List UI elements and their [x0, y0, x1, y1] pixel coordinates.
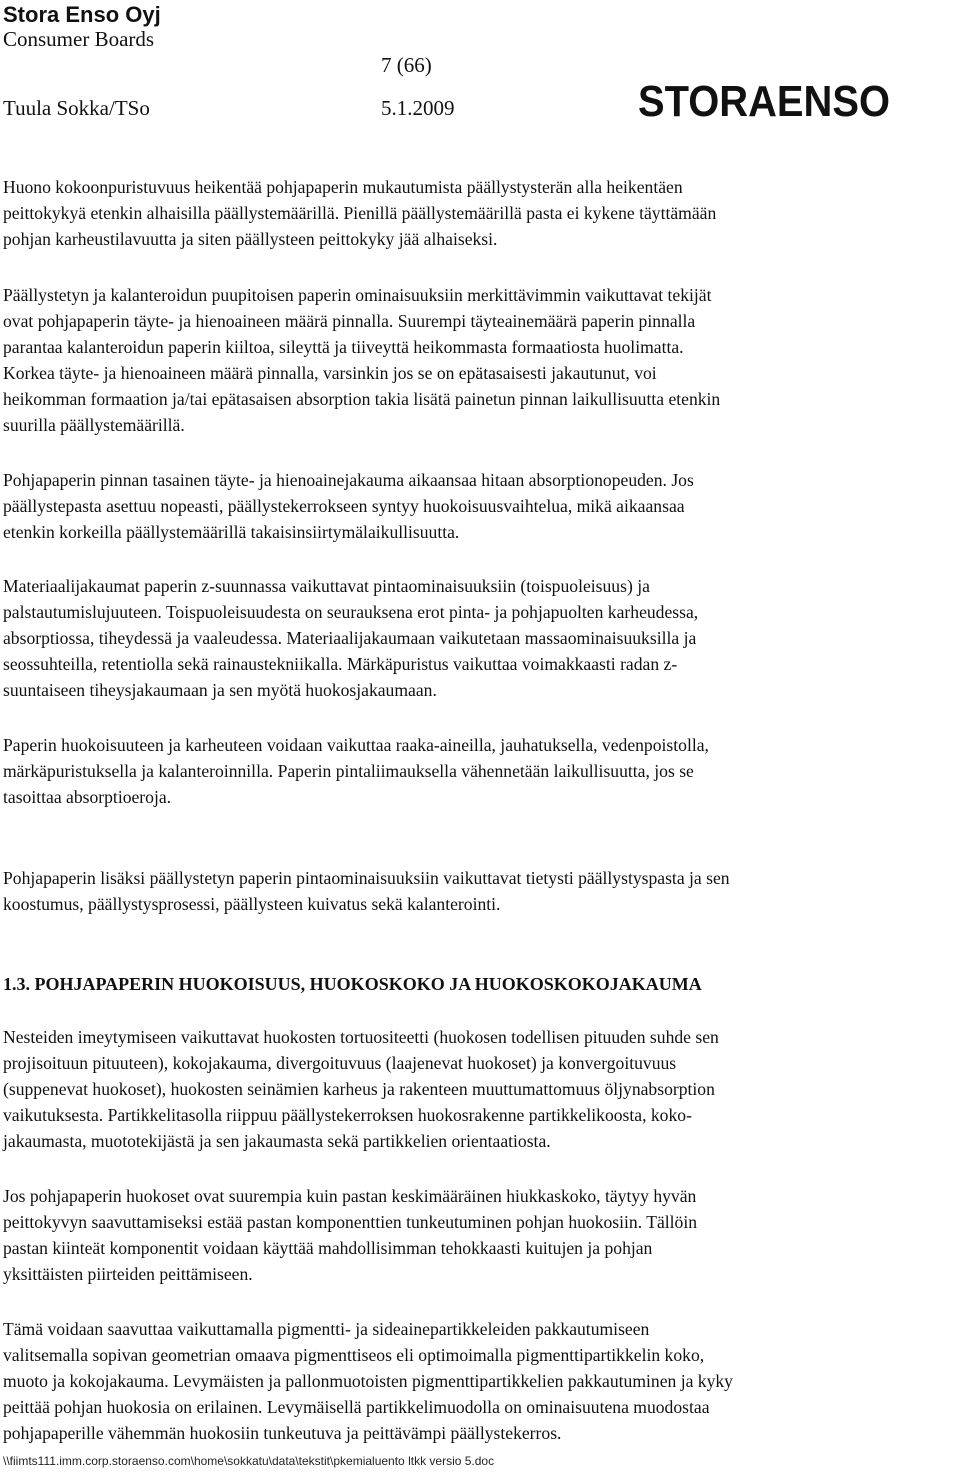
line: Korkea täyte- ja hienoaineen määrä pinnalla, varsinkin jos se on epätasaisesti jakautunut, voi	[3, 363, 657, 383]
svg-text:STORAENSO: STORAENSO	[638, 77, 890, 126]
line: projisoituun pituuteen), kokojakauma, divergoituvuus (laajenevat huokoset) ja konvergoituvuus	[3, 1053, 677, 1073]
line: peittokykyä etenkin alhaisilla päällystemäärillä. Pienillä päällystemäärillä pasta ei kykene täyttämään	[3, 203, 717, 223]
line: seossuhteilla, retentiolla sekä rainaustekniikalla. Märkäpuristus vaikuttaa voimakkaasti radan z-	[3, 654, 678, 674]
line: Päällystetyn ja kalanteroidun puupitoisen paperin ominaisuuksiin merkittävimmin vaikuttavat tekijät	[3, 285, 712, 305]
paragraph-6	[3, 865, 958, 917]
line: Paperin huokoisuuteen ja karheuteen voidaan vaikuttaa raaka-aineilla, jauhatuksella, vedenpoistolla,	[3, 735, 709, 755]
line: vaikutuksesta. Partikkelitasolla riippuu päällystekerroksen huokosrakenne partikkelikoosta, koko-	[3, 1105, 692, 1125]
line: yksittäisten piirteiden peittämiseen.	[3, 1264, 253, 1284]
paragraph-3	[3, 467, 958, 545]
line: ovat pohjapaperin täyte- ja hienoaineen määrä pinnalla. Suurempi täyteainemäärä paperin pinnalla	[3, 311, 696, 331]
paragraph-1	[3, 174, 958, 252]
line: Nesteiden imeytymiseen vaikuttavat huokosten tortuositeetti (huokosen todellisen pituuden suhde sen	[3, 1027, 719, 1047]
division-name: Consumer Boards	[3, 27, 155, 51]
line: Pohjapaperin pinnan tasainen täyte- ja hienoainejakauma aikaansaa hitaan absorptionopeuden. Jos	[3, 470, 694, 490]
line: Materiaalijakaumat paperin z-suunnassa vaikuttavat pintaominaisuuksiin (toispuoleisuus) ja	[3, 576, 650, 596]
line: pohjapaperille vähemmän huokosiin tunkeutuva ja peittävämpi päällystekerros.	[3, 1423, 562, 1443]
page-number: 7 (66)	[381, 53, 432, 77]
footer-file-path: \\fiimts111.imm.corp.storaenso.com\home\sokkatu\data\tekstit\pkemialuento ltkk versio 5.doc	[3, 1454, 495, 1468]
line: koostumus, päällystysprosessi, päällysteen kuivatus sekä kalanterointi.	[3, 894, 501, 914]
line: tasoittaa absorptioeroja.	[3, 787, 172, 807]
document-date: 5.1.2009	[381, 96, 455, 120]
paragraph-8	[3, 1183, 958, 1287]
section-heading: 1.3. POHJAPAPERIN HUOKOISUUS, HUOKOSKOKO JA HUOKOSKOKOJAKAUMA	[3, 974, 702, 994]
line: (suppenevat huokoset), huokosten seinämien karheus ja rakenteen muuttumattomuus öljynabsorption	[3, 1079, 715, 1099]
line: palstautumislujuuteen. Toispuoleisuudesta on seurauksena erot pinta- ja pohjapuolten karheudessa,	[3, 602, 699, 622]
line: Tämä voidaan saavuttaa vaikuttamalla pigmentti- ja sideainepartikkeleiden pakkautumiseen	[3, 1319, 650, 1339]
company-name: Stora Enso Oyj	[3, 2, 161, 27]
line: Pohjapaperin lisäksi päällystetyn paperin pintaominaisuuksiin vaikuttavat tietysti päällystyspasta ja sen	[3, 868, 730, 888]
line: absorptiossa, tiheydessä ja vaaleudessa. Materiaalijakaumaan vaikutetaan massaominaisuuksilla ja	[3, 628, 697, 648]
line: muoto ja kokojakauma. Levymäisten ja pallonmuotoisten pigmenttipartikkelien pakkautuminen ja kyky	[3, 1371, 733, 1391]
line: pastan kiinteät komponentit voidaan käyttää mahdollisimman tehokkaasti kuitujen ja pohjan	[3, 1238, 653, 1258]
line: pohjan karheustilavuutta ja siten päällysteen peittokyky jää alhaiseksi.	[3, 229, 498, 249]
line: suurilla päällystemäärillä.	[3, 415, 185, 435]
author: Tuula Sokka/TSo	[3, 96, 150, 120]
paragraph-9	[3, 1316, 958, 1446]
line: heikomman formaation ja/tai epätasaisen absorption takia lisätä painetun pinnan laikullisuutta etenkin	[3, 389, 721, 409]
line: Huono kokoonpuristuvuus heikentää pohjapaperin mukautumista päällystysterän alla heikentäen	[3, 177, 683, 197]
paragraph-2	[3, 282, 958, 438]
paragraph-4	[3, 573, 958, 703]
stora-enso-logo	[638, 70, 898, 126]
line: Jos pohjapaperin huokoset ovat suurempia kuin pastan keskimääräinen hiukkaskoko, täytyy hyvän	[3, 1186, 697, 1206]
line: peittää pohjan huokosia on erilainen. Levymäisellä partikkelimuodolla on ominaisuutena muodostaa	[3, 1397, 710, 1417]
paragraph-5	[3, 732, 958, 810]
line: peittokyvyn saavuttamiseksi estää pastan komponenttien tunkeutuminen pohjan huokosiin. Tällöin	[3, 1212, 698, 1232]
line: valitsemalla sopivan geometrian omaava pigmenttiseos eli optimoimalla pigmenttipartikkelin koko,	[3, 1345, 705, 1365]
line: parantaa kalanteroidun paperin kiiltoa, sileyttä ja tiiveyttä heikommasta formaatiosta huolimatta.	[3, 337, 684, 357]
line: etenkin korkeilla päällystemäärillä takaisinsiirtymälaikullisuutta.	[3, 522, 460, 542]
paragraph-7	[3, 1024, 958, 1154]
line: jakaumasta, muototekijästä ja sen jakaumasta sekä partikkelien orientaatiosta.	[3, 1131, 551, 1151]
line: päällystepasta asettuu nopeasti, päällystekerrokseen syntyy huokoisuusvaihtelua, mikä aikaansaa	[3, 496, 685, 516]
line: märkäpuristuksella ja kalanteroinnilla. Paperin pintaliimauksella vähennetään laikullisuutta, jos se	[3, 761, 694, 781]
line: suuntaiseen tiheysjakaumaan ja sen myötä huokosjakaumaan.	[3, 680, 437, 700]
